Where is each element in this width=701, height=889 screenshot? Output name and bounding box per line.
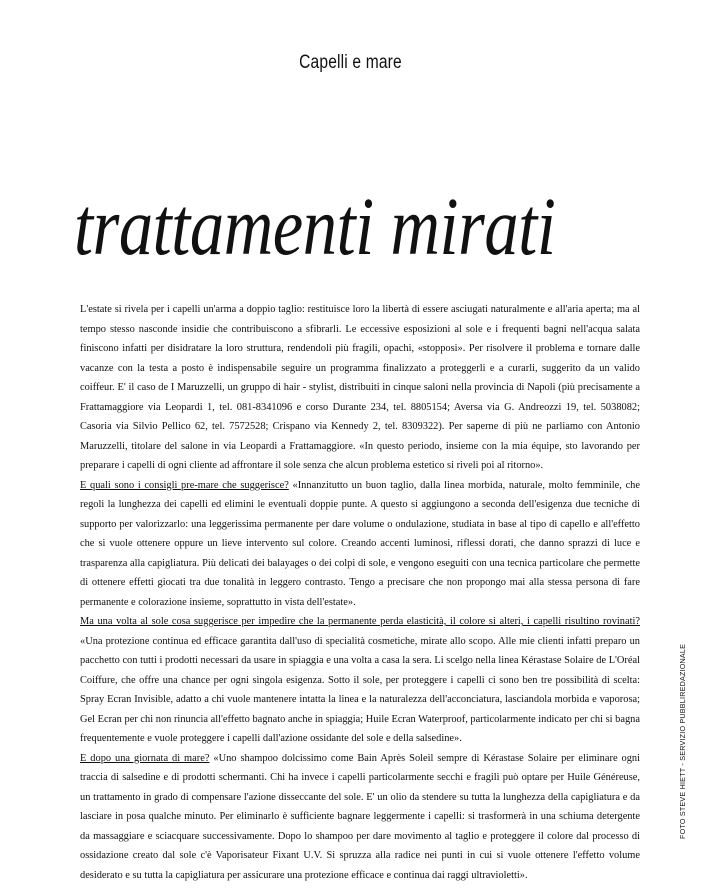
qa-paragraph-2 xyxy=(80,612,640,749)
qa-paragraph-3 xyxy=(80,749,640,886)
interview-question: Ma una volta al sole cosa suggerisce per impedire che la permanente perda elasticità, il colore si alteri, i capelli risultino rovinati? xyxy=(80,616,640,627)
interview-answer: «Uno shampoo dolcissimo come Bain Après Soleil sempre di Kérastase Solaire per eliminare ogni traccia di salsedine e di prodotti schermanti. Chi ha invece i capelli particolarmente secchi e fragili può optare per Huile Généreuse, un trattamento in grado di compensare l'azione disseccante del sole. E' un olio da stendere su tutta la lunghezza della capigliatura e da lasciare in posa qualche minuto. Per eliminarlo è sufficiente bagnare leggermente i capelli: si trasformerà in una schiuma detergente da massaggiare e sciacquare successivamente. Dopo lo shampoo per dare movimento al taglio e proteggere il colore dal processo di ossidazione creato dal sole c'è Vaporisateur Fixant U.V. Si spruzza alla radice nei punti in cui si vuole ottenere l'effetto volume desiderato e su tutta la capigliatura per assicurare una protezione efficace e continua dai raggi ultravioletti». xyxy=(80,752,640,881)
article-body xyxy=(80,300,640,885)
qa-paragraph-1 xyxy=(80,476,640,613)
section-kicker: Capelli e mare xyxy=(299,52,402,73)
intro-paragraph: L'estate si rivela per i capelli un'arma a doppio taglio: restituisce loro la libertà di essere asciugati naturalmente e all'aria aperta; ma al tempo stesso nasconde insidie che contribuiscono a sfibrarli. Le eccessive esposizioni al sole e i frequenti bagni nell'acqua salata finiscono infatti per disidratare la loro struttura, rendendoli più fragili, opachi, «stopposi». Per risolvere il problema e tornare dalle vacanze con la testa a posto è indispensabile seguire un programma finalizzato a proteggerli e a curarli, suggerito da un valido coiffeur. E' il caso de I Maruzzelli, un gruppo di hair - stylist, distribuiti in cinque saloni nella provincia di Napoli (più precisamente a Frattamaggiore via Leopardi 1, tel. 081-8341096 e corso Durante 234, tel. 8805154; Aversa via G. Andreozzi 19, tel. 5038082; Casoria via Silvio Pellico 62, tel. 7572528; Crispano via Kennedy 2, tel. 8309322). Per saperne di più ne parliamo con Antonio Maruzzelli, titolare del salone in via Leopardi a Frattamaggiore. «In questo periodo, insieme con la mia équipe, sto lavorando per preparare i capelli di ogni cliente ad affrontare il sole senza che alcun problema estetico si riveli poi al ritorno». xyxy=(80,304,640,471)
interview-answer: «Una protezione continua ed efficace garantita dall'uso di specialità cosmetiche, mirate allo scopo. Alle mie clienti infatti preparo un pacchetto con tutti i prodotti necessari da usare in spiaggia e una volta a casa la sera. Li scelgo nella linea Kérastase Solaire de L'Oréal Coiffure, che offre una chance per ogni singola esigenza. Sotto il sole, per proteggere i capelli ci sono ben tre possibilità di scelta: Spray Ecran Invisible, adatto a chi vuole mantenere intatta la linea e la naturalezza dell'acconciatura, lasciandola morbida e vaporosa; Gel Ecran per chi non rinuncia all'effetto bagnato anche in spiaggia; Huile Ecran Waterproof, particolarmente indicato per chi si bagna frequentemente e vuole proteggere i capelli dall'azione ossidante del sole e della salsedine». xyxy=(80,635,640,744)
photo-credit: FOTO STEVE HIETT - SERVIZIO PUBBLIREDAZIONALE xyxy=(678,643,687,839)
article-headline: trattamenti mirati xyxy=(74,180,556,272)
interview-question: E quali sono i consigli pre-mare che suggerisce? xyxy=(80,479,289,491)
interview-answer: «Innanzitutto un buon taglio, dalla linea morbida, naturale, molto femminile, che regoli la lunghezza dei capelli ed elimini le eventuali doppie punte. A questo si aggiungono a seconda dell'esigenza due tecniche di supporto per valorizzarlo: una leggerissima permanente per dare volume o ondulazione, studiata in base al tipo di capello e all'effetto che si vuole ottenere oppure un lieve intervento sul colore. Creando accenti luminosi, riflessi dorati, che danno sprazzi di luce e trasparenza alla capigliatura. Più delicati dei balayages o dei colpi di sole, e vengono eseguiti con una tecnica particolare che permette di ottenere effetti giocati tra due tonalità in leggero contrasto. Tengo a precisare che non propongo mai alla stessa persona di fare permanente e colorazione insieme, soprattutto in vista dell'estate». xyxy=(80,479,640,608)
interview-question: E dopo una giornata di mare? xyxy=(80,752,210,764)
